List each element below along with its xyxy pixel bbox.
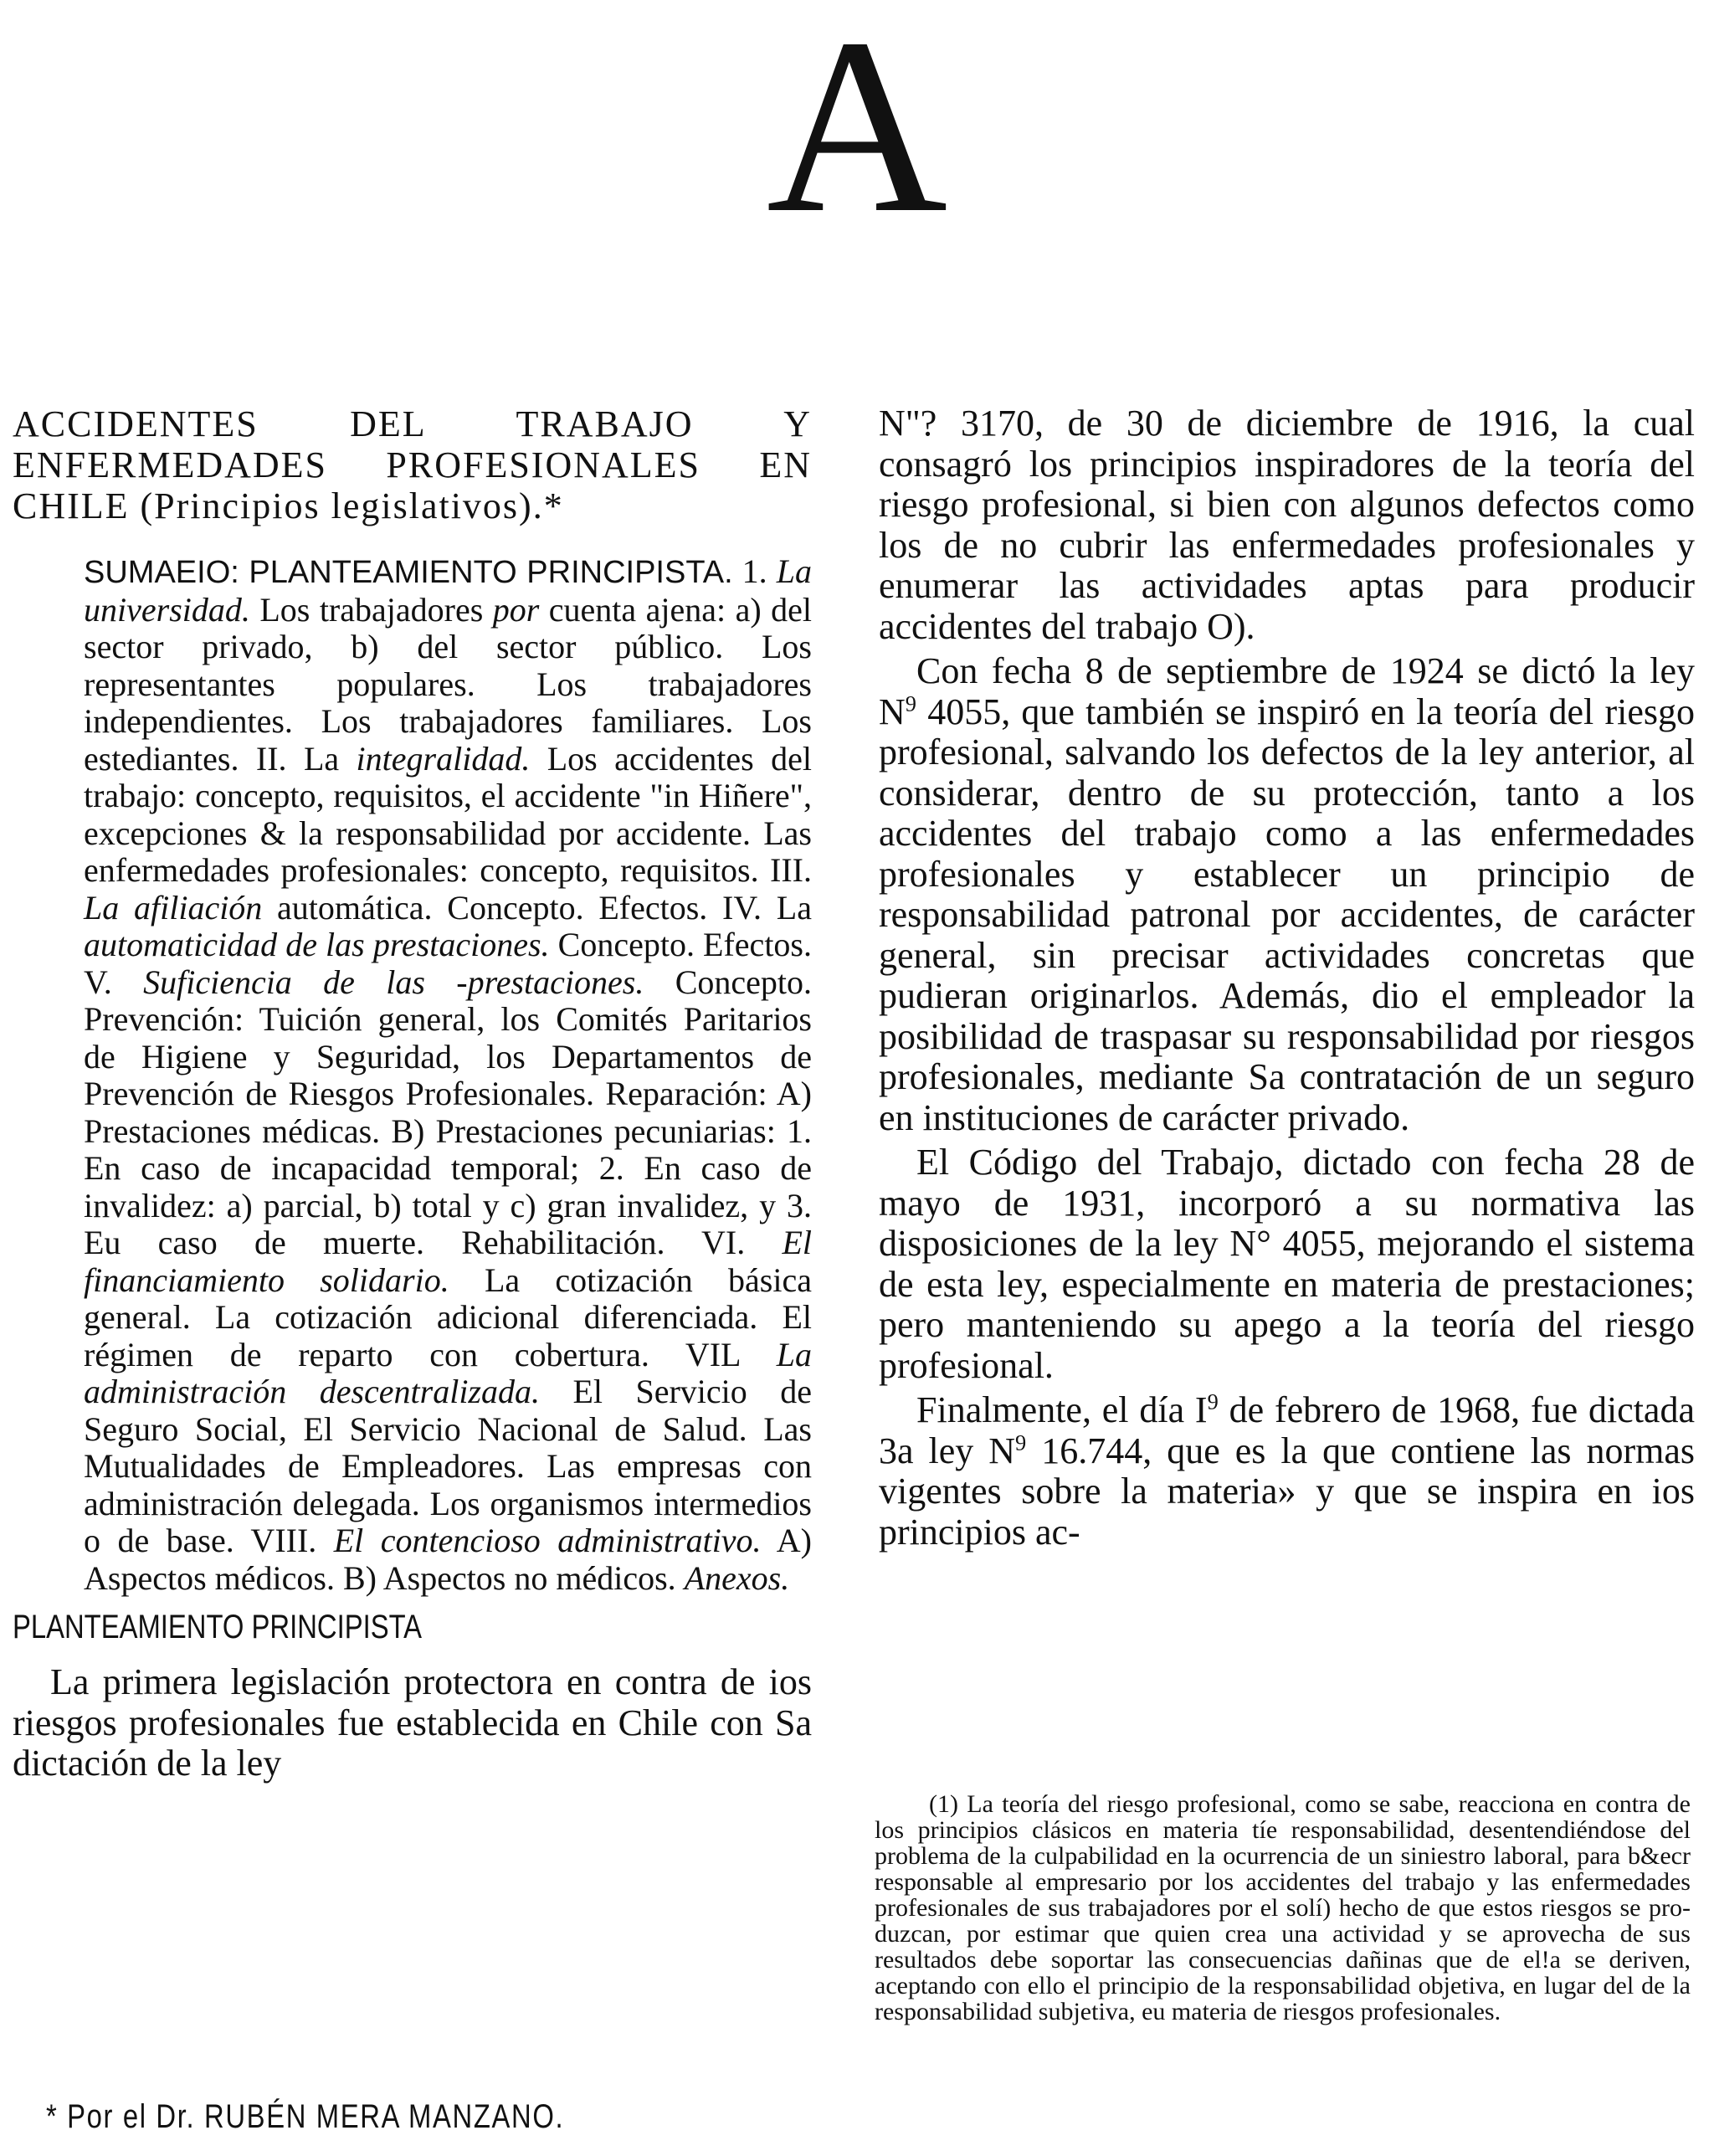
body-paragraph [879,651,1695,1138]
summary-italic: La universidad. [84,552,812,629]
summary-italic: por [492,590,540,629]
article-summary [84,553,812,1597]
left-column [13,403,812,1784]
paragraph-text: de febrero de 1968, fue dictada 3a ley N [879,1389,1695,1471]
section-heading: PLANTEAMIENTO PRINCIPISTA [13,1609,423,1645]
summary-text: Los accidentes del trabajo: concepto, requisitos, el accidente "in Hiñere", excepciones & la responsabilidad por accidente. Las enfermedades profesionales: concepto, requisitos. III. [84,739,812,889]
superscript: 9 [1207,1389,1219,1414]
article-title: ACCIDENTES DEL TRABAJO Y ENFERMEDADES PROFESIONALES EN CHILE (Principios legislativos).* [13,403,812,526]
body-paragraph [879,1390,1695,1553]
paragraph-text: 16.744, que es la que contiene las normas vigentes sobre la materia» y que se inspira en ios principios ac- [879,1430,1695,1553]
body-paragraph: La primera legislación protectora en contra de ios riesgos profesionales fue establecida en Chile con Sa dictación de la ley [13,1661,812,1784]
summary-italic: integralidad. [356,739,531,778]
summary-text: Concepto. Efectos. V. [84,926,812,1001]
summary-text: Los trabajadores [249,590,493,629]
paragraph-text: Finalmente, el día I [916,1389,1208,1430]
body-paragraph: N"? 3170, de 30 de diciembre de 1916, la cual consagró los principios inspiradores de la teoría del riesgo profesional, si bien con algunos defectos como los de no cubrir las enfermedades profesionales y enumerar las actividades aptas para producir accidentes del trabajo O). [879,403,1695,647]
summary-italic: Suficiencia de las -prestaciones. [143,963,644,1001]
summary-text: Concepto. Prevención: Tuición general, los Comités Paritarios de Higiene y Seguridad, los Departamentos de Prevención de Riesgos Profesionales. Reparación: A) Prestaciones médicas. B) Prestaciones pecuniarias: 1. En caso de incapacidad temporal; 2. En caso de invalidez: a) parcial, b) total y c) gran invalidez, y 3. Eu caso de muerte. Rehabilitación. VI. [84,963,813,1261]
paragraph-text: Con fecha 8 de septiembre de 1924 se dictó la ley N [879,650,1695,732]
right-column [879,403,1695,1553]
summary-text: A) Aspectos médicos. B) Aspectos no médicos. [84,1522,813,1597]
summary-label: SUMAEIO: PLANTEAMIENTO PRINCIPISTA. [84,555,733,590]
summary-italic: La administración descentralizada. [84,1335,812,1410]
summary-text: El Servicio de Seguro Social, El Servicio Nacional de Salud. Las Mutualidades de Empleadores. Las empresas con administración delegada. Los organismos intermedios o de base. VIII. [84,1373,812,1559]
summary-italic: automaticidad de las prestaciones. [84,926,550,963]
summary-italic: El financiamiento solidario. [84,1224,812,1299]
summary-italic: Anexos. [684,1558,790,1597]
summary-text: 1. [732,552,777,590]
superscript: 9 [1015,1429,1027,1455]
section-initial-letter: A [766,0,948,264]
paragraph-text: 4055, que también se inspiró en la teoría del riesgo profesional, salvando los defectos de la ley anterior, al considerar, dentro de su protección, tanto a los accidentes del trabajo como a las enfermedades profesionales y establecer un principio de responsabilidad patronal por accidentes, de carácter general, sin precisar actividades concretas que pudieran originarlos. Además, dio el empleador la posibilidad de traspasar su responsabilidad por riesgos profesionales, mediante Sa contratación de un seguro en instituciones de carácter privado. [879,690,1695,1138]
summary-text: La cotización básica general. La cotización adicional diferenciada. El régimen de reparto con cobertura. VIL [84,1260,812,1373]
body-paragraph: El Código del Trabajo, dictado con fecha 28 de mayo de 1931, incorporó a su normativa las disposiciones de la ley N° 4055, mejorando el sistema de esta ley, especialmente en materia de prestaciones; pero manteniendo su apego a la teoría del riesgo profesional. [879,1142,1695,1386]
summary-text: automática. Concepto. Efectos. IV. La [262,888,812,927]
summary-italic: La afiliación [84,888,263,927]
footnote: (1) La teoría del riesgo profesional, como se sabe, reacciona en contra de los principios clásicos en materia tíe responsabilidad, desentendiéndose del problema de la culpabilidad en la ocurrencia de un siniestro laboral, para b&ecr responsable al empresario por los accidentes del trabajo y las enfermedades profesionales de sus trabajadores por el solí) hecho de que estos riesgos se produzcan, por estimar que quien crea una actividad y se aprovecha de sus resultados debe soportar las consecuencias dañinas que de el!a se deriven, aceptando con ello el principio de la responsabilidad objetiva, en lugar del de la responsabilidad subjetiva, eu materia de riesgos profesionales. [875,1790,1691,2025]
superscript: 9 [905,690,916,716]
summary-text: cuenta ajena: a) del sector privado, b) del sector público. Los representantes populares. Los trabajadores independientes. Los trabajadores familiares. Los estediantes. II. La [84,590,812,778]
author-note: * Por el Dr. RUBÉN MERA MANZANO. [46,2098,565,2135]
summary-italic: El contencioso administrativo. [333,1522,762,1559]
